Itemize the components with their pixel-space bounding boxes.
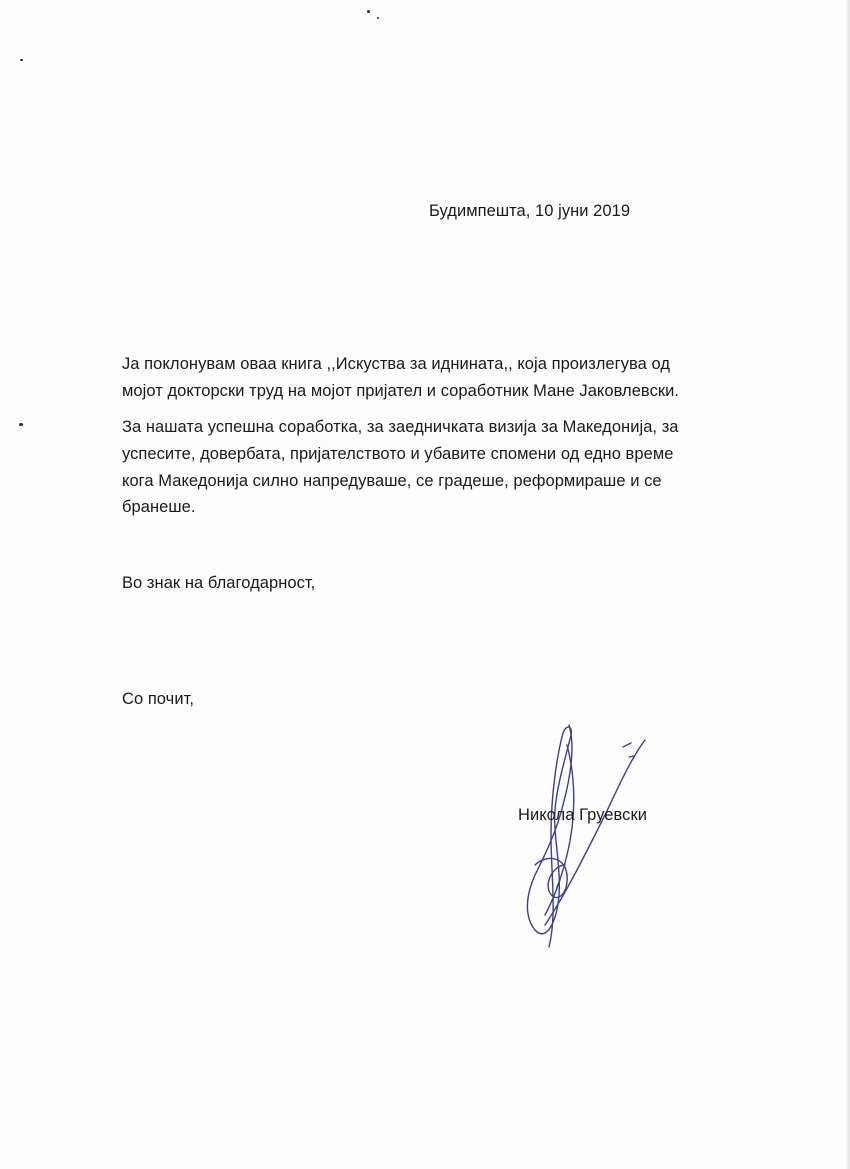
greeting-line: Со почит, bbox=[122, 690, 195, 708]
scan-speck bbox=[367, 10, 370, 13]
paragraph1-line1: Ја поклонувам оваа книга ,,Искуства за иднината,, која произлегува од bbox=[122, 355, 671, 373]
paragraph2-line1: За нашата успешна соработка, за заедничката визија за Македонија, за bbox=[122, 418, 679, 436]
scan-speck bbox=[377, 17, 379, 19]
scan-speck bbox=[20, 59, 23, 61]
paragraph1-line2: мојот докторски труд на мојот пријател и соработник Мане Јаковлевски. bbox=[122, 382, 680, 400]
paragraph2-line3: кога Македонија силно напредуваше, се градеше, реформираше и се bbox=[122, 472, 662, 490]
scan-speck bbox=[19, 423, 23, 426]
paragraph2-line4: бранеше. bbox=[122, 498, 196, 516]
signatory-name: Никола Груевски bbox=[518, 806, 647, 824]
date-line: Будимпешта, 10 јуни 2019 bbox=[429, 202, 631, 220]
closing-line: Во знак на благодарност, bbox=[122, 574, 316, 592]
paragraph2-line2: успесите, довербата, пријателството и убавите спомени од едно време bbox=[122, 445, 674, 463]
page-edge-shadow bbox=[846, 0, 850, 1169]
handwritten-signature bbox=[505, 715, 665, 960]
